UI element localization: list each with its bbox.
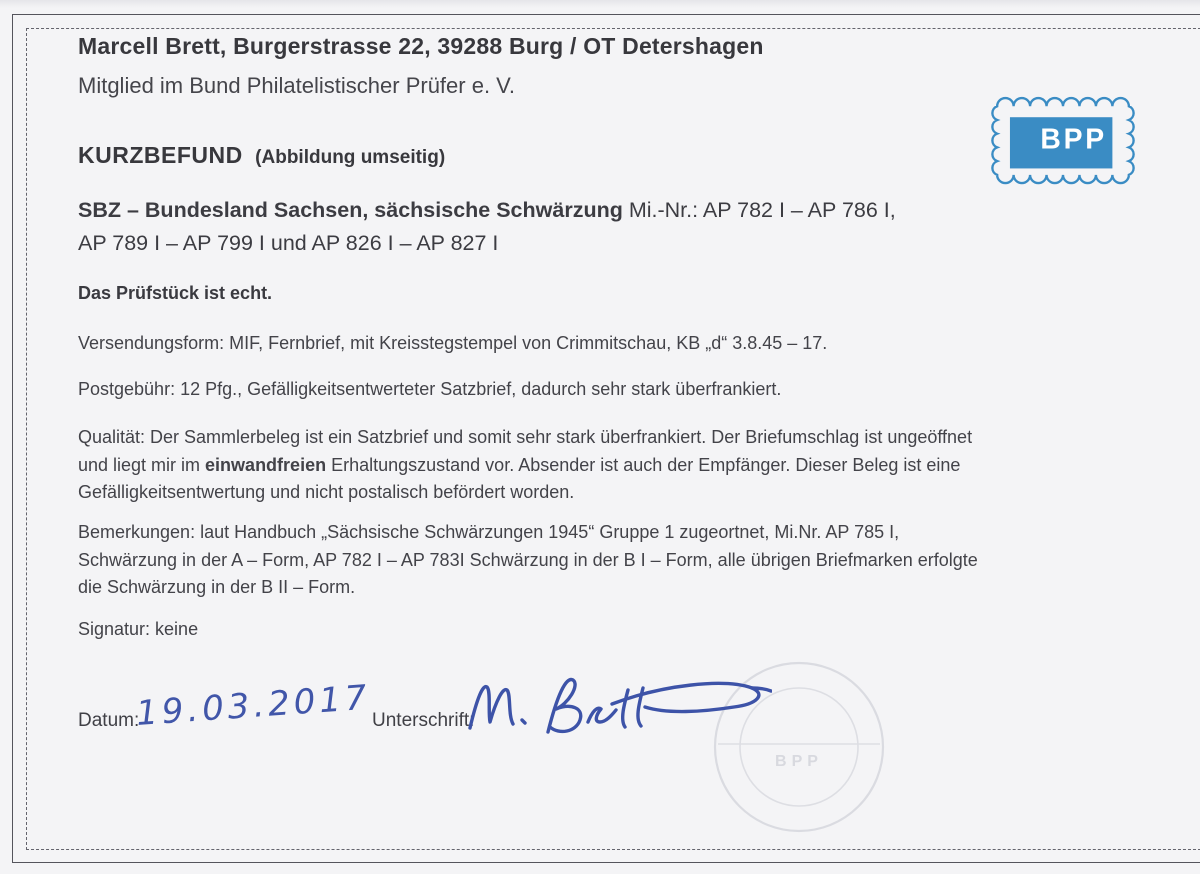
seal-text: BPP	[775, 753, 823, 770]
signatur-line: Signatur: keine	[78, 619, 199, 639]
expert-name-address: Marcell Brett, Burgerstrasse 22, 39288 Burg / OT Detershagen	[78, 33, 764, 59]
handwritten-signature	[462, 652, 772, 762]
scan-edge-shading	[0, 0, 1200, 8]
subject-bold: SBZ – Bundesland Sachsen, sächsische Schwärzung	[78, 198, 623, 222]
versendungsform-line: Versendungsform: MIF, Fernbrief, mit Kreisstegstempel von Crimmitschau, KB „d“ 3.8.45 – 17.	[78, 333, 828, 353]
bemerkungen-line-2: Schwärzung in der A – Form, AP 782 I – AP 783I Schwärzung in der B I – Form, alle übrigen Briefmarken erfolgte	[78, 549, 978, 570]
bemerkungen-line-3: die Schwärzung in der B II – Form.	[78, 577, 356, 597]
handwritten-date: 19.03.2017	[134, 677, 372, 734]
qualitaet-paragraph	[78, 424, 1158, 507]
subject-minr: Mi.-Nr.: AP 782 I – AP 786 I,	[622, 198, 896, 222]
bpp-logo-text: BPP	[1040, 123, 1107, 156]
membership-line: Mitglied im Bund Philatelistischer Prüfer e. V.	[78, 73, 515, 98]
bpp-logo	[988, 90, 1138, 192]
datum-label: Datum:	[78, 710, 140, 731]
subject-heading	[78, 194, 1148, 260]
qualitaet-line-2	[78, 452, 1158, 480]
qualitaet-line2-bold: einwandfreien	[205, 454, 327, 475]
postgebuehr-line: Postgebühr: 12 Pfg., Gefälligkeitsentwerteter Satzbrief, dadurch sehr stark überfrankiert.	[78, 379, 782, 399]
unterschrift-label: Unterschrift:	[372, 710, 475, 731]
subject-line-1	[78, 194, 1148, 227]
subject-line-2: AP 789 I – AP 799 I und AP 826 I – AP 827 I	[78, 231, 499, 255]
qualitaet-line2-pre: und liegt mir im	[78, 454, 206, 475]
bemerkungen-paragraph	[78, 519, 1158, 602]
bemerkungen-line-1: Bemerkungen: laut Handbuch „Sächsische Schwärzungen 1945“ Gruppe 1 zugeortnet, Mi.Nr. AP 785 I,	[78, 522, 900, 542]
title-kurzbefund: KURZBEFUND	[78, 142, 243, 168]
qualitaet-line-3: Gefälligkeitsentwertung und nicht postalisch befördert worden.	[78, 482, 575, 502]
qualitaet-line-1: Qualität: Der Sammlerbeleg ist ein Satzbrief und somit sehr stark überfrankiert. Der Briefumschlag ist ungeöffnet	[78, 427, 973, 447]
document-title	[78, 142, 445, 169]
verdict-line: Das Prüfstück ist echt.	[78, 283, 273, 303]
qualitaet-line2-post: Erhaltungszustand vor. Absender ist auch der Empfänger. Dieser Beleg ist eine	[326, 454, 961, 475]
title-note: (Abbildung umseitig)	[255, 147, 446, 168]
